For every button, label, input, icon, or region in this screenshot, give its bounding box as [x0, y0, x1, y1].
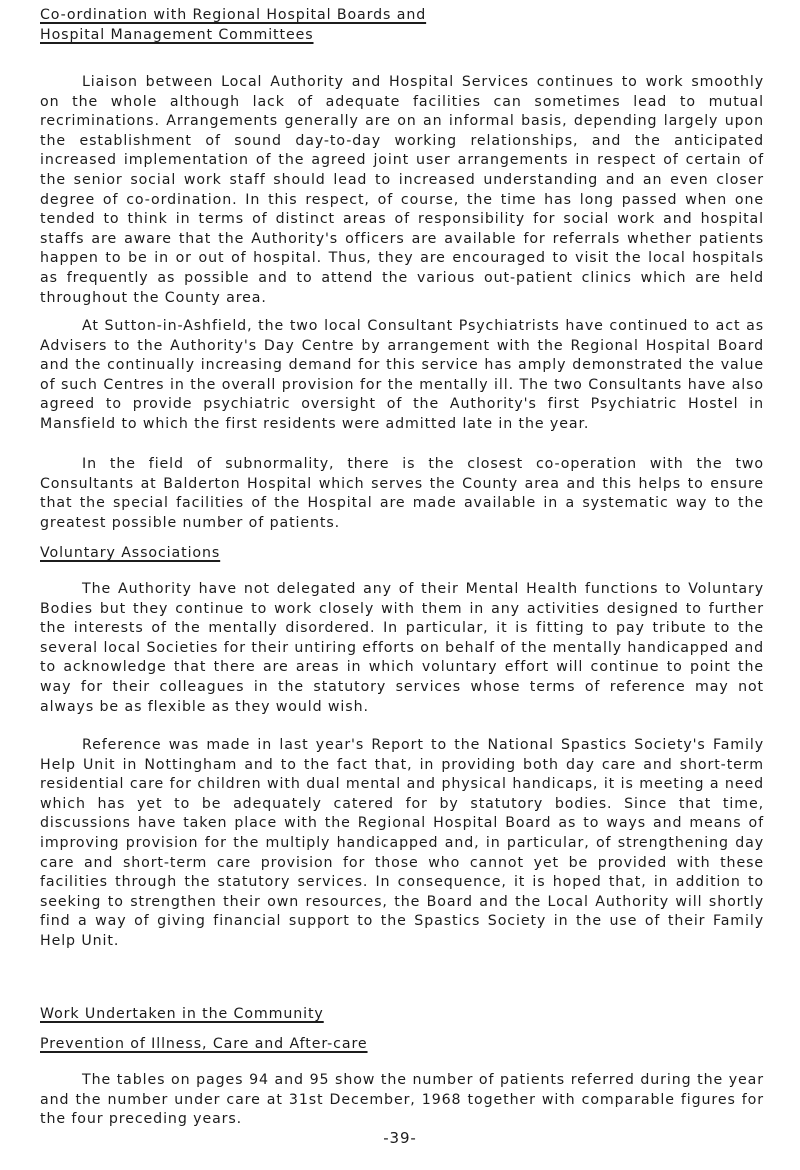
section-heading-coordination-line1: Co-ordination with Regional Hospital Boards and: [40, 7, 427, 23]
paragraph-subnormality: In the field of subnormality, there is the closest co-operation with the two Consultants at Balderton Hospital which serves the County area and this helps to ensure that the special facilities of the Hospital are made available in a systematic way to the greatest possible number of patients.: [40, 456, 764, 531]
paragraph-liaison: Liaison between Local Authority and Hospital Services continues to work smoothly on the whole although lack of adequate facilities can sometimes lead to mutual recriminations. Arrangements generally are on an informal basis, depending largely upon the establishment of sound day-to-day working relationships, and the anticipated increased implementation of the agreed joint user arrangements in respect of certain of the senior social work staff should lead to increased understanding and an even closer degree of co-ordination. In this respect, of course, the time has long passed when one tended to think in terms of distinct areas of responsibility for social work and hospital staffs are aware that the Authority's officers are available for referrals whether patients happen to be in or out of hospital. Thus, they are encouraged to visit the local hospitals as frequently as possible and to attend the various out-patient clinics which are held throughout the County area.: [40, 74, 764, 306]
paragraph-spastics-society: Reference was made in last year's Report to the National Spastics Society's Family Help Unit in Nottingham and to the fact that, in providing both day care and short-term residential care for children with dual mental and physical handicaps, it is meeting a need which has yet to be adequately catered for by statutory bodies. Since that time, discussions have taken place with the Regional Hospital Board as to ways and means of improving provision for the multiply handicapped and, in particular, of strengthening day care and short-term care provision for those who cannot yet be provided with these facilities through the statutory services. In consequence, it is hoped that, in addition to seeking to strengthen their own resources, the Board and the Local Authority will shortly find a way of giving financial support to the Spastics Society in the use of their Family Help Unit.: [40, 737, 764, 949]
paragraph-sutton-in-ashfield: At Sutton-in-Ashfield, the two local Consultant Psychiatrists have continued to act as Advisers to the Authority's Day Centre by arrangement with the Regional Hospital Board and the continually increasing demand for this service has amply demonstrated the value of such Centres in the overall provision for the mentally ill. The two Consultants have also agreed to provide psychiatric oversight of the Authority's first Psychiatric Hostel in Mansfield to which the first residents were admitted late in the year.: [40, 318, 764, 432]
page-number: -39-: [383, 1129, 417, 1147]
section-heading-coordination-line2: Hospital Management Committees: [40, 27, 314, 43]
paragraph-tables-reference: The tables on pages 94 and 95 show the number of patients referred during the year and the number under care at 31st December, 1968 together with comparable figures for the four preceding years.: [40, 1072, 764, 1128]
section-heading-voluntary: Voluntary Associations: [40, 545, 221, 561]
section-heading-community: Work Undertaken in the Community: [40, 1006, 324, 1022]
paragraph-voluntary-bodies: The Authority have not delegated any of their Mental Health functions to Voluntary Bodies but they continue to work closely with them in any activities designed to further the interests of the mentally disordered. In particular, it is fitting to pay tribute to the several local Societies for their untiring efforts on behalf of the mentally handicapped and to acknowledge that there are areas in which voluntary effort will continue to point the way for their colleagues in the statutory services whose terms of reference may not always be as flexible as they would wish.: [40, 581, 764, 715]
subheading-prevention: Prevention of Illness, Care and After-care: [40, 1036, 368, 1052]
